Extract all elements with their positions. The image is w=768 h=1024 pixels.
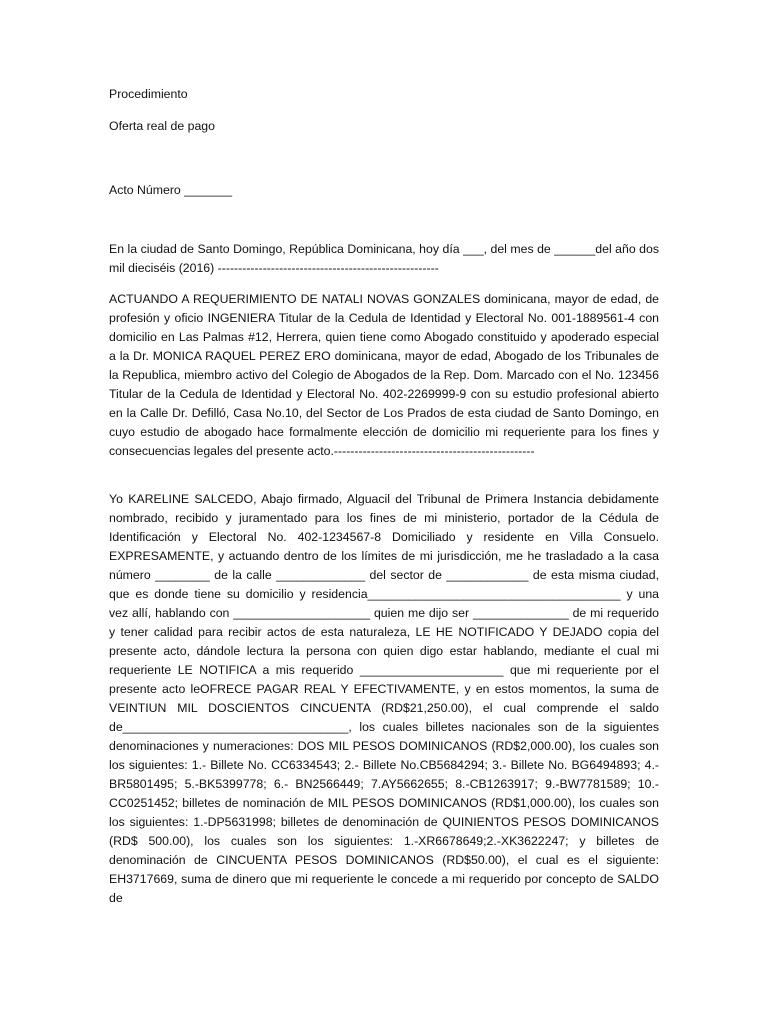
acto-numero-line: Acto Número _______ bbox=[109, 183, 233, 197]
heading-procedimiento: Procedimiento bbox=[109, 87, 188, 101]
paragraph-requerimiento bbox=[109, 290, 659, 461]
paragraph-alguacil-text: Yo KARELINE SALCEDO, Abajo firmado, Alguacil del Tribunal de Primera Instancia debidamente nombrado, recibido y juramentado para los fines de mi ministerio, portador de la Cédula de Identificación y Electoral No. 402-1234567-8 Domiciliado y residente en Villa Consuelo. EXPRESAMENTE, y actuando dentro de los límites de mi jurisdicción, me he trasladado a la casa número ________ de la calle _____________ del sector de ____________ de esta misma ciudad, que es donde tiene su domicilio y residencia_____________________________________ y una vez allí, hablando con ____________________ quien me dijo ser ______________ de mi requerido y tener calidad para recibir actos de esta naturaleza, LE HE NOTIFICADO Y DEJADO copia del presente acto, dándole lectura la persona con quien digo estar hablando, mediante el cual mi requeriente LE NOTIFICA a mis requerido _____________________ que mi requeriente por el presente acto leOFRECE PAGAR REAL Y EFECTIVAMENTE, y en estos momentos, la suma de VEINTIUN MIL DOSCIENTOS CINCUENTA (RD$21,250.00), el cual comprende el saldo de_________________________________, los cuales billetes nacionales son de la siguientes denominaciones y numeraciones: DOS MIL PESOS DOMINICANOS (RD$2,000.00), los cuales son los siguientes: 1.- Billete No. CC6334543; 2.- Billete No.CB5684294; 3.- Billete No. BG6494893; 4.-BR5801495; 5.-BK5399778; 6.- BN2566449; 7.AY5662655; 8.-CB1263917; 9.-BW7781589; 10.-CC0251452; billetes de nominación de MIL PESOS DOMINICANOS (RD$1,000.00), los cuales son los siguientes: 1.-DP5631998; billetes de denominación de QUINIENTOS PESOS DOMINICANOS (RD$ 500.00), los cuales son los siguientes: 1.-XR6678649;2.-XK3622247; y billetes de denominación de CINCUENTA PESOS DOMINICANOS (RD$50.00), el cual es el siguiente: EH3717669, suma de dinero que mi requeriente le concede a mi requerido por concepto de SALDO de bbox=[109, 492, 659, 905]
paragraph-date bbox=[109, 240, 659, 278]
paragraph-requerimiento-text: ACTUANDO A REQUERIMIENTO DE NATALI NOVAS GONZALES dominicana, mayor de edad, de profesión y oficio INGENIERA Titular de la Cedula de Identidad y Electoral No. 001-1889561-4 con domicilio en Las Palmas #12, Herrera, quien tiene como Abogado constituido y apoderado especial a la Dr. MONICA RAQUEL PEREZ ERO dominicana, mayor de edad, Abogado de los Tribunales de la Republica, miembro activo del Colegio de Abogados de la Rep. Dom. Marcado con el No. 123456 Titular de la Cedula de Identidad y Electoral No. 402-2269999-9 con su estudio profesional abierto en la Calle Dr. Defilló, Casa No.10, del Sector de Los Prados de esta ciudad de Santo Domingo, en cuyo estudio de abogado hace formalmente elección de domicilio mi requeriente para los fines y consecuencias legales del presente acto.------------------------------------------------- bbox=[109, 292, 659, 458]
paragraph-alguacil bbox=[109, 490, 659, 908]
paragraph-date-text: En la ciudad de Santo Domingo, República Dominicana, hoy día ___, del mes de ______del año dos mil dieciséis (2016) ------------------------------------------------------ bbox=[109, 242, 659, 275]
heading-oferta-real-de-pago: Oferta real de pago bbox=[109, 119, 215, 133]
